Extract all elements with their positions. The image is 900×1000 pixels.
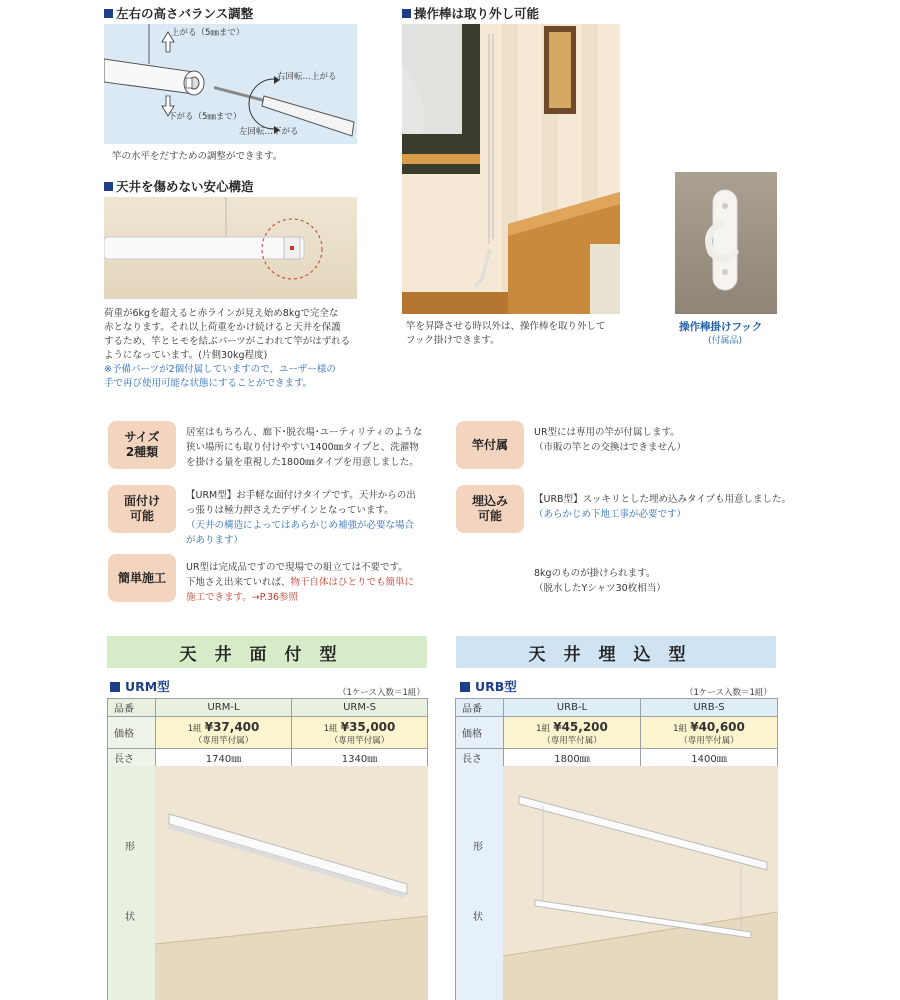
table-row	[456, 717, 778, 749]
spare-parts-note: ※予備パーツが2個付属していますので、ユーザー様の 手で再び使用可能な状態にすることができます。	[104, 364, 336, 389]
urm-case-note: （1ケース入数＝1組）	[338, 688, 425, 698]
left-turn-label: 左回転…下がる	[239, 127, 299, 137]
model-code: URM-L	[156, 699, 292, 717]
shape-label-1: 形	[473, 842, 483, 853]
right-turn-label: 右回転…上がる	[277, 72, 337, 82]
row-label-length: 長さ	[456, 749, 504, 767]
ceiling-safe-caption: 荷重が6kgを超えると赤ラインが見え始め8kgで完全な 赤となります。それ以上荷重をかけ続けると天井を保護 するため、竿とヒモを結ぶパーツがこわれて竿がはずれる ようになっています。(片側30kg程度)	[104, 308, 351, 361]
row-label-code: 品番	[456, 699, 504, 717]
table-row	[108, 717, 428, 749]
hook-photo	[675, 172, 777, 314]
row-label-length: 長さ	[108, 749, 156, 767]
square-bullet-icon	[104, 9, 113, 18]
square-bullet-icon	[460, 682, 470, 692]
table-row	[108, 749, 428, 767]
urb-spec-table	[455, 698, 778, 767]
banner-surface-mount: 天井面付型	[107, 636, 427, 668]
model-price: 1組 ¥40,600 （専用竿付属）	[641, 717, 778, 749]
table-row	[456, 749, 778, 767]
square-bullet-icon	[110, 682, 120, 692]
shape-label-2: 状	[125, 912, 135, 923]
balance-caption: 竿の水平をだすための調整ができます。	[112, 151, 283, 162]
model-code: URM-S	[292, 699, 428, 717]
feature-text-easy: UR型は完成品ですので現場での組立ては不要です。 下地さえ出来ていれば、物干自体はひとりでも簡単に 施工できます。→P.36参照	[186, 562, 415, 603]
square-bullet-icon	[104, 182, 113, 191]
shape-label-1: 形	[125, 842, 135, 853]
feature-text-embed: 【URB型】スッキリとした埋め込みタイプも用意しました。 （あらかじめ下地工事が必要です）	[534, 494, 792, 520]
urm-title: URM型	[110, 677, 170, 695]
row-label-price: 価格	[108, 717, 156, 749]
square-bullet-icon	[402, 9, 411, 18]
urb-case-note: （1ケース入数＝1組）	[685, 688, 772, 698]
feature-badge-surface: 面付け 可能	[108, 485, 176, 533]
feature-text-load: 8kgのものが掛けられます。 （脱水したYシャツ30枚相当）	[534, 568, 666, 594]
shape-label-2: 状	[473, 912, 483, 923]
balance-diagram	[104, 24, 357, 144]
ceiling-safe-section-title: 天井を傷めない安心構造	[104, 177, 254, 195]
feature-text-size: 居室はもちろん、廊下･脱衣場･ユーティリティのような 狭い場所にも取り付けやすい1400㎜タイプと、洗濯物 を掛ける量を重視した1800㎜タイプを用意しました。	[186, 427, 423, 468]
model-price: 1組 ¥35,000 （専用竿付属）	[292, 717, 428, 749]
model-code: URB-L	[504, 699, 641, 717]
urm-shape-label-column	[107, 766, 155, 1000]
up-label: 上がる（5㎜まで）	[171, 28, 245, 38]
table-row	[108, 699, 428, 717]
banner-embedded: 天井埋込型	[456, 636, 776, 668]
detachable-caption: 竿を昇降させる時以外は、操作棒を取り外して フック掛けできます。	[406, 321, 606, 346]
table-row	[456, 699, 778, 717]
feature-text-rod: UR型には専用の竿が付属します。 （市販の竿との交換はできません）	[534, 427, 687, 453]
row-label-code: 品番	[108, 699, 156, 717]
urm-spec-table	[107, 698, 428, 767]
feature-text-surface: 【URM型】お手軽な面付けタイプです。天井からの出 っ張りは極力押さえたデザインとなっています。 （天井の構造によってはあらかじめ補強が必要な場合 があります）	[186, 490, 416, 546]
feature-badge-rod: 竿付属	[456, 421, 524, 469]
model-length: 1740㎜	[156, 749, 292, 767]
hook-label: 操作棒掛けフック	[679, 321, 763, 333]
model-price: 1組 ¥37,400 （専用竿付属）	[156, 717, 292, 749]
urm-product-photo	[155, 766, 428, 1000]
urb-product-photo	[503, 766, 778, 1000]
down-label: 下がる（5㎜まで）	[168, 112, 242, 122]
model-length: 1340㎜	[292, 749, 428, 767]
model-length: 1400㎜	[641, 749, 778, 767]
feature-badge-size: サイズ 2種類	[108, 421, 176, 469]
detachable-section-title: 操作棒は取り外し可能	[402, 4, 539, 22]
model-length: 1800㎜	[504, 749, 641, 767]
hook-sub-label: (付属品)	[708, 336, 743, 346]
balance-section-title: 左右の高さバランス調整	[104, 4, 253, 22]
model-code: URB-S	[641, 699, 778, 717]
feature-badge-embed: 埋込み 可能	[456, 485, 524, 533]
urb-title: URB型	[460, 677, 517, 695]
ceiling-safe-photo	[104, 197, 357, 299]
row-label-price: 価格	[456, 717, 504, 749]
room-photo	[402, 24, 620, 314]
urb-shape-label-column	[455, 766, 503, 1000]
model-price: 1組 ¥45,200 （専用竿付属）	[504, 717, 641, 749]
feature-badge-easy: 簡単施工	[108, 554, 176, 602]
